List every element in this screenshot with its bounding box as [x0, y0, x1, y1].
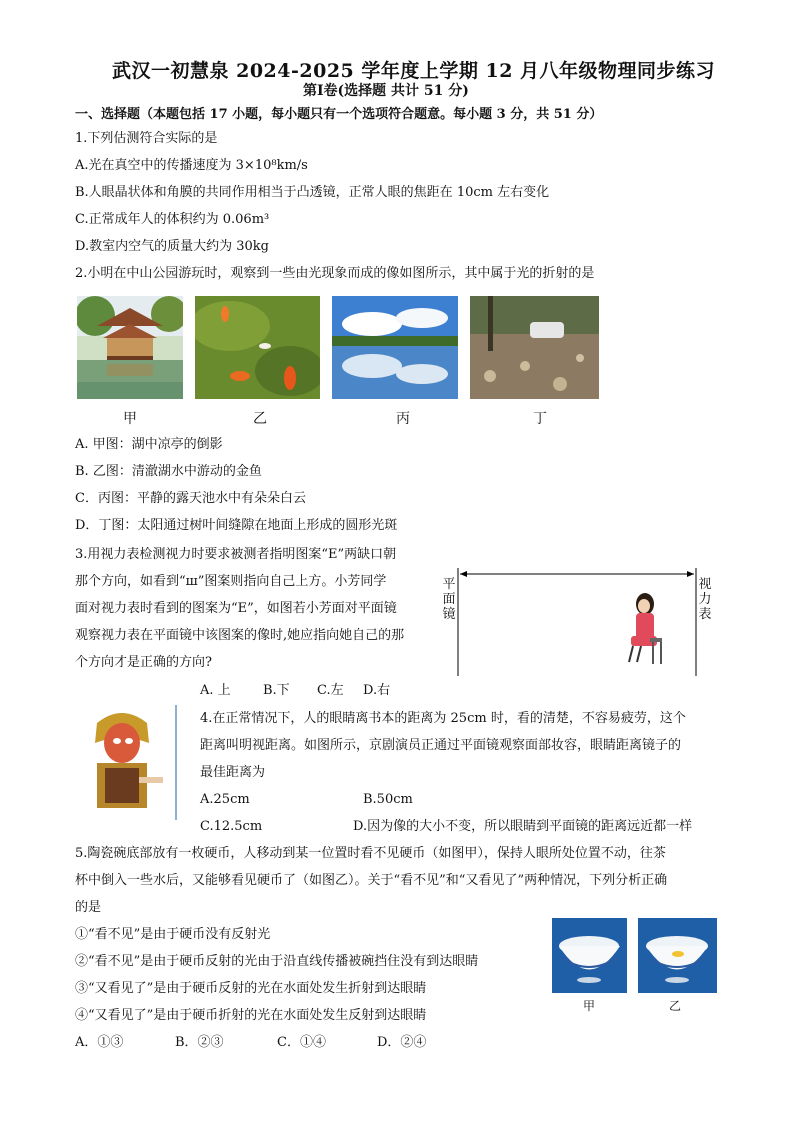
- q2-option-c: C．丙图：平静的露天池水中有朵朵白云: [75, 491, 306, 506]
- q2-caption-2: 乙: [253, 411, 267, 427]
- q1-option-b: B.人眼晶状体和角膜的共同作用相当于凸透镜，正常人眼的焦距在 10cm 左右变化: [75, 185, 550, 200]
- q4-line-3: 最佳距离为: [200, 765, 266, 780]
- q5-statement-4: ④“又看见了”是由于硬币折射的光在水面处发生反射到达眼睛: [75, 1008, 427, 1023]
- opera-actor-photo: [77, 703, 167, 811]
- q3-option-b: B.下: [263, 683, 290, 698]
- q1-stem: 1.下列估测符合实际的是: [75, 131, 218, 146]
- girl-figure: [629, 593, 662, 664]
- q5-line-1: 5.陶瓷碗底部放有一枚硬币，人移动到某一位置时看不见硬币（如图甲），保持人眼所处位置不动，往茶: [75, 846, 666, 861]
- mirror-label: 平 面 镜: [442, 577, 456, 622]
- bowl-photo-2: [638, 918, 717, 993]
- q4-line-1: 4.在正常情况下，人的眼睛离书本的距离为 25cm 时，看的清楚，不容易疲劳，这个: [200, 711, 686, 726]
- q4-option-a: A.25cm: [200, 792, 250, 807]
- q5-statement-2: ②“看不见”是由于硬币反射的光由于沿直线传播被碗挡住没有到达眼睛: [75, 954, 479, 969]
- section-heading: 一、选择题（本题包括 17 小题，每小题只有一个选项符合题意。每小题 3 分，共 51 分）: [75, 107, 603, 122]
- q3-line-3: 面对视力表时看到的图案为“E”，如图若小芳面对平面镜: [75, 601, 397, 616]
- q3-option-a: A. 上: [200, 683, 231, 698]
- q3-line-5: 个方向才是正确的方向?: [75, 655, 212, 670]
- q2-caption-4: 丁: [533, 411, 547, 427]
- q2-option-d: D．丁图：太阳通过树叶间缝隙在地面上形成的圆形光斑: [75, 518, 398, 533]
- cloud-reflection-photo: [332, 296, 458, 399]
- light-spots-photo: [470, 296, 599, 399]
- q3-line-1: 3.用视力表检测视力时要求被测者指明图案“E”两缺口朝: [75, 547, 397, 562]
- page-title: 武汉一初慧泉 2024-2025 学年度上学期 12 月八年级物理同步练习: [112, 60, 716, 82]
- bowl-photo-1: [552, 918, 627, 993]
- q2-caption-3: 丙: [396, 411, 410, 427]
- q3-option-c: C.左: [317, 683, 344, 698]
- mirror-line: [175, 705, 177, 820]
- page-subtitle: 第Ⅰ卷(选择题 共计 51 分): [303, 83, 469, 99]
- q4-option-d: D.因为像的大小不变，所以眼睛到平面镜的距离远近都一样: [353, 819, 693, 834]
- q2-stem: 2.小明在中山公园游玩时，观察到一些由光现象而成的像如图所示，其中属于光的折射的是: [75, 266, 595, 281]
- q5-option-d: D．②④: [377, 1035, 427, 1050]
- q2-option-a: A. 甲图：湖中凉亭的倒影: [75, 437, 223, 452]
- q5-option-c: C．①④: [277, 1035, 326, 1050]
- q5-caption-1: 甲: [583, 999, 596, 1013]
- pavilion-photo: [77, 296, 183, 399]
- q4-option-b: B.50cm: [363, 792, 413, 807]
- q1-option-d: D.教室内空气的质量大约为 30kg: [75, 239, 269, 254]
- q3-option-d: D.右: [363, 683, 391, 698]
- mirror-eyechart-diagram: [455, 566, 700, 678]
- eye-chart-label: 视 力 表: [698, 577, 712, 622]
- q5-line-3: 的是: [75, 900, 102, 915]
- q1-option-a: A.光在真空中的传播速度为 3×10⁸km/s: [75, 158, 308, 173]
- q2-caption-1: 甲: [123, 411, 137, 427]
- q5-statement-1: ①“看不见”是由于硬币没有反射光: [75, 927, 271, 942]
- q4-line-2: 距离叫明视距离。如图所示，京剧演员正通过平面镜观察面部妆容，眼睛距离镜子的: [200, 738, 682, 753]
- q5-caption-2: 乙: [669, 999, 682, 1013]
- q1-option-c: C.正常成年人的体积约为 0.06m³: [75, 212, 270, 227]
- q5-option-a: A．①③: [75, 1035, 124, 1050]
- q5-option-b: B．②③: [175, 1035, 224, 1050]
- q5-statement-3: ③“又看见了”是由于硬币反射的光在水面处发生折射到达眼睛: [75, 981, 427, 996]
- q3-line-2: 那个方向，如看到“ш”图案则指向自己上方。小芳同学: [75, 574, 387, 589]
- q2-option-b: B. 乙图：清澈湖水中游动的金鱼: [75, 464, 262, 479]
- goldfish-photo: [195, 296, 320, 399]
- q3-line-4: 观察视力表在平面镜中该图案的像时,她应指向她自己的那: [75, 628, 405, 643]
- q5-line-2: 杯中倒入一些水后，又能够看见硬币了（如图乙）。关于“看不见”和“又看见了”两种情况，下列分析正确: [75, 873, 668, 888]
- q4-option-c: C.12.5cm: [200, 819, 263, 834]
